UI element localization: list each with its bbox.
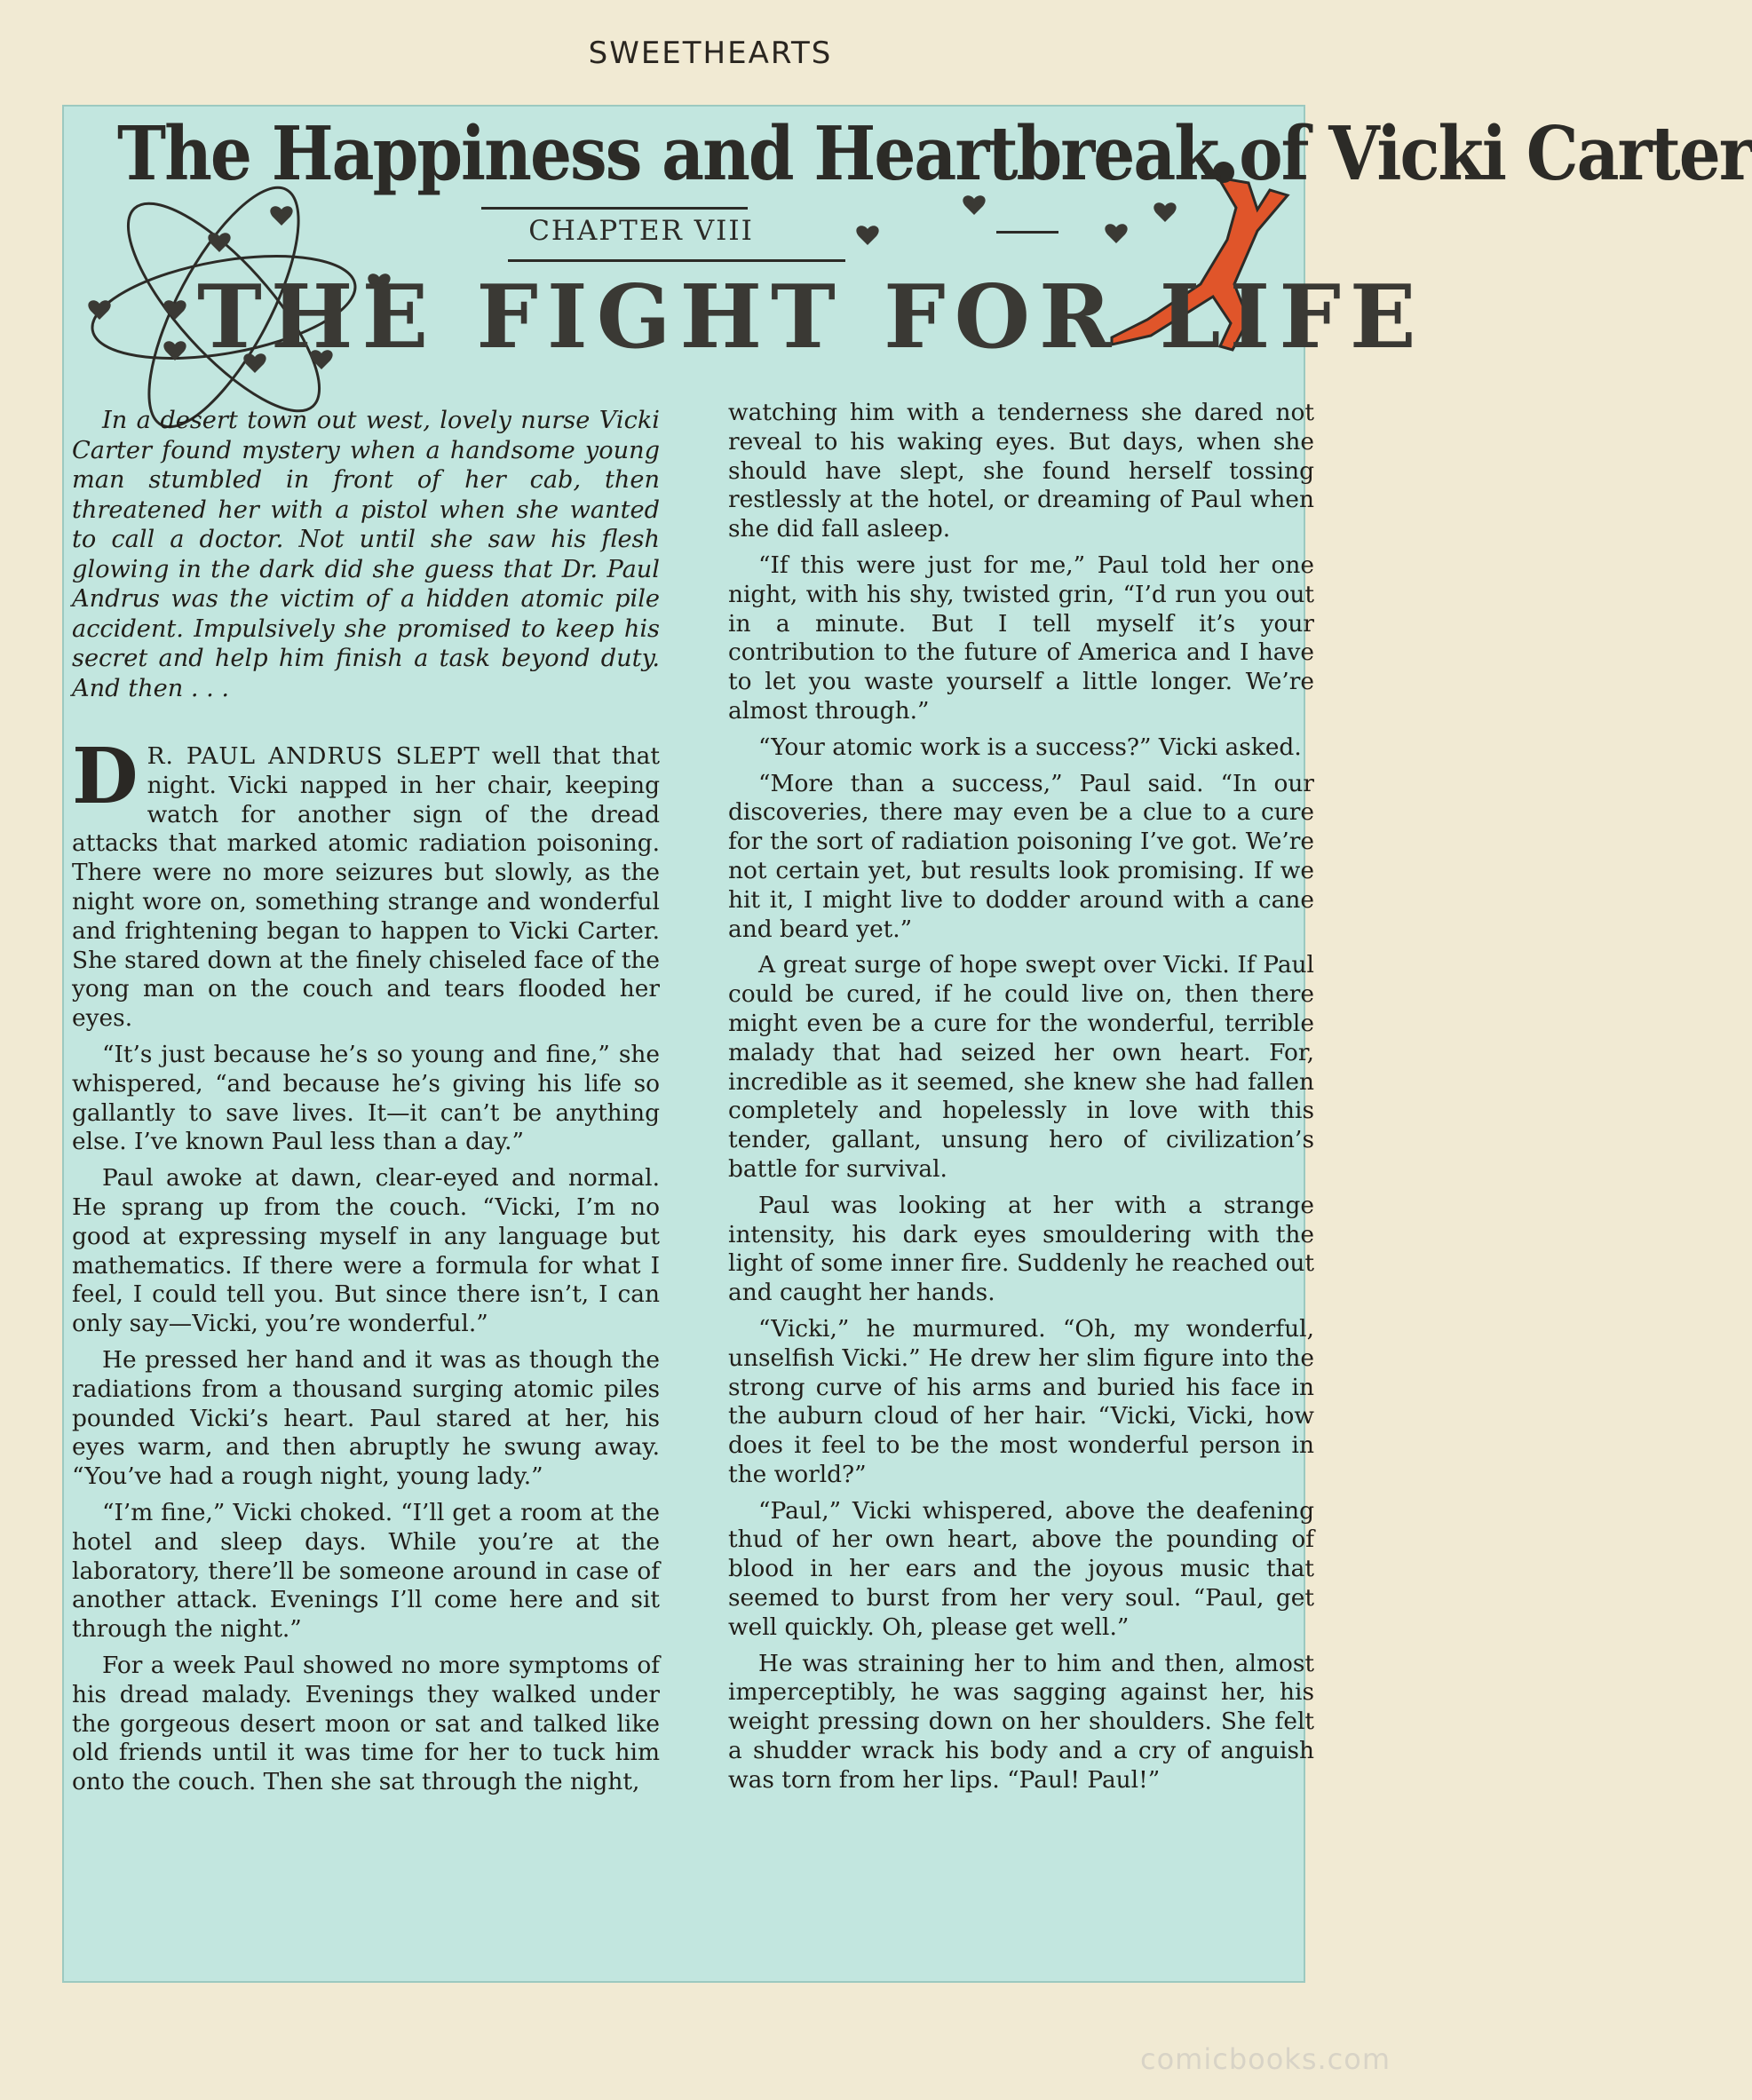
body-paragraph: watching him with a tenderness she dared not reveal to his waking eyes. But days, when she should have slept, she found herself tossing restlessly at the hotel, or dreaming of Paul when she did fall asleep. (728, 399, 1314, 543)
body-paragraph: He pressed her hand and it was as though the radiations from a thousand surging atomic piles pounded Vicki’s heart. Paul stared at her, his eyes warm, and then abruptly he swung away. “You’ve had a rough night, young lady.” (72, 1345, 660, 1491)
body-paragraph: “I’m fine,” Vicki choked. “I’ll get a room at the hotel and sleep days. While you’re at the laboratory, there’ll be someone around in case of another attack. Evenings I’ll come here and sit through the night.” (72, 1498, 660, 1644)
left-column (72, 406, 660, 1804)
body-paragraph: “Your atomic work is a success?” Vicki asked. (758, 733, 1302, 761)
body-paragraph: “If this were just for me,” Paul told her one night, with his shy, twisted grin, “I’d run you out in a minute. But I tell myself it’s your contribution to the future of America and I have to let you waste yourself a little longer. We’re almost through.” (728, 551, 1314, 725)
body-paragraph: “More than a success,” Paul said. “In our discoveries, there may even be a clue to a cure for the sort of radiation poisoning I’ve got. We’re not certain yet, but results look promising. If we hit it, I might live to dodder around with a cane and beard yet.” (728, 769, 1314, 943)
magazine-masthead: SWEETHEARTS (588, 36, 833, 71)
story-intro: In a desert town out west, lovely nurse Vicki Carter found mystery when a handsome young man stumbled in front of her cab, then threatened her with a pistol when she wanted to call a doctor. Not until she saw his flesh glowing in the dark did she guess that Dr. Paul Andrus was the victim of a hidden atomic pile accident. Impulsively she promised to keep his secret and help him finish a task beyond duty. And then . . . (72, 407, 660, 702)
body-paragraph: “Paul,” Vicki whispered, above the deafening thud of her own heart, above the pounding of blood in her ears and the joyous music that seemed to burst from her very soul. “Paul, get well quickly. Oh, please get well.” (728, 1496, 1314, 1641)
body-paragraph: “It’s just because he’s so young and fine,” she whispered, “and because he’s giving his life so gallantly to save lives. It—it can’t be anything else. I’ve known Paul less than a day.” (72, 1040, 660, 1156)
right-column (728, 399, 1314, 1803)
body-paragraph: He was straining her to him and then, almost imperceptibly, he was sagging against her, his weight pressing down on her shoulders. She felt a shudder wrack his body and a cry of anguish was torn from her lips. “Paul! Paul!” (728, 1649, 1314, 1794)
body-paragraph: Paul awoke at dawn, clear-eyed and normal. He sprang up from the couch. “Vicki, I’m no good at expressing myself in any language but mathematics. If there were a formula for what I feel, I could tell you. But since there isn’t, I can only say—Vicki, you’re wonderful.” (72, 1164, 660, 1338)
lead-in: R. PAUL ANDRUS SLEPT (147, 742, 480, 770)
story-panel (62, 105, 1752, 1983)
body-paragraph: For a week Paul showed no more symptoms of his dread malady. Evenings they walked under the gorgeous desert moon or sat and talked like old friends until it was time for her to tuck him onto the couch. Then she sat through the night, (72, 1651, 660, 1796)
paragraph-text: well that that night. Vicki napped in her chair, keeping watch for another sign of the dread attacks that marked atomic radiation poisoning. There were no more seizures but slowly, as the night wore on, something strange and wonderful and frightening began to happen to Vicki Carter. She stared down at the finely chiseled face of the yong man on the couch and tears flooded her eyes. (72, 742, 660, 1033)
body-paragraph (72, 732, 660, 1034)
chapter-rule-right (996, 231, 1058, 234)
chapter-rule-left (481, 207, 748, 210)
drop-cap: D (72, 732, 139, 821)
chapter-number: CHAPTER VIII (528, 215, 754, 247)
body-paragraph: Paul was looking at her with a strange intensity, his dark eyes smouldering with the light of some inner fire. Suddenly he reached out and caught her hands. (728, 1191, 1314, 1307)
body-paragraph: “Vicki,” he murmured. “Oh, my wonderful, unselfish Vicki.” He drew her slim figure into the strong curve of his arms and buried his face in the auburn cloud of her hair. “Vicki, Vicki, how does it feel to be the most wonderful person in the world?” (728, 1314, 1314, 1488)
chapter-rule-lower (508, 259, 845, 262)
body-paragraph: A great surge of hope swept over Vicki. If Paul could be cured, if he could live on, then there might even be a cure for the wonderful, terrible malady that had seized her own heart. For, incredible as it seemed, she knew she had fallen completely and hopelessly in love with this tender, gallant, unsung hero of civilization’s battle for survival. (728, 951, 1314, 1183)
chapter-title: THE FIGHT FOR LIFE (197, 266, 1425, 368)
story-title: The Happiness and Heartbreak of Vicki Carter (117, 112, 1752, 198)
site-watermark: comicbooks.com (1139, 2042, 1391, 2076)
